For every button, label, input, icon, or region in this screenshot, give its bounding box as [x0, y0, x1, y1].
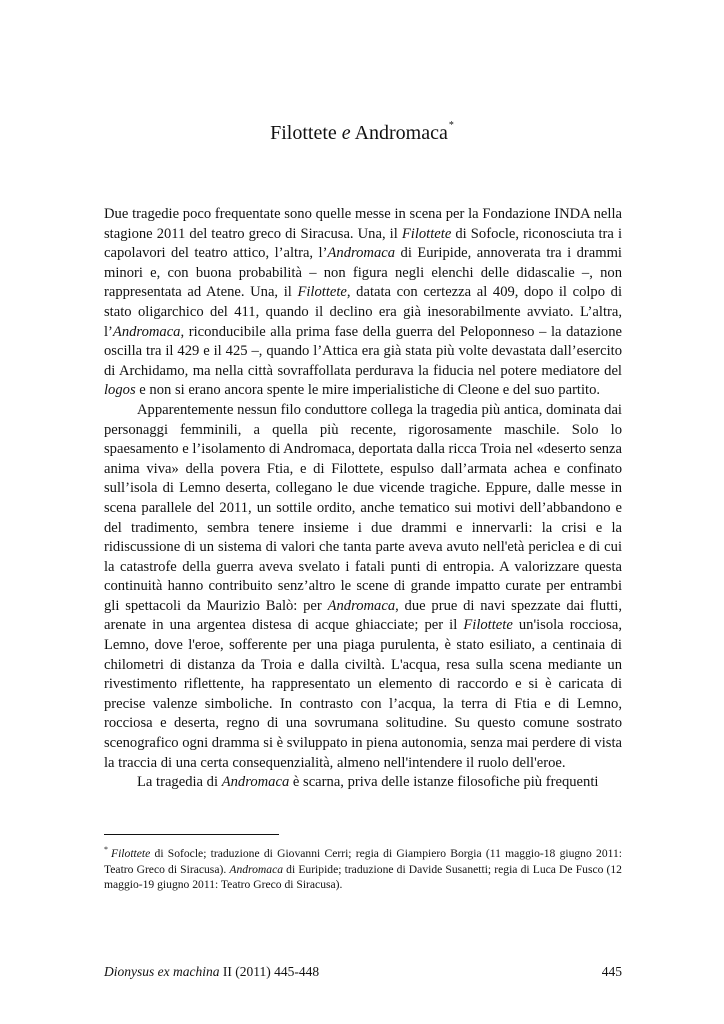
italic-text-run: Andromaca: [229, 862, 284, 876]
journal-name: Dionysus ex machina: [104, 964, 220, 979]
text-run: , datata con certezza al 409, dopo il colpo di stato oligarchico del 411, quando il declino era già inesorabilmente avviato. L’altra, l’: [104, 284, 622, 340]
article-body: [104, 205, 622, 793]
italic-text-run: Andromaca: [327, 245, 396, 262]
footer-citation: [104, 963, 319, 981]
title-footnote-mark: *: [448, 120, 454, 131]
page-footer: [104, 963, 622, 981]
italic-text-run: Andromaca: [327, 597, 396, 614]
text-run: di Sofocle; traduzione di Giovanni Cerri; regia di Giampiero Borgia (11 maggio-18 giugno 2011: Teatro Greco di Siracusa).: [104, 847, 622, 876]
text-run: La tragedia di: [137, 774, 222, 791]
text-run: è scarna, priva delle istanze filosofiche più frequenti: [289, 774, 599, 791]
paragraph-3: [104, 773, 622, 793]
text-run: di Euripide; traduzione di Davide Susanetti; regia di Luca De Fusco (12 maggio-19 giugno 2011: Teatro Greco di Siracusa).: [104, 862, 622, 891]
text-run: Due tragedie poco frequentate sono quelle messe in scena per la Fondazione INDA nella stagione 2011 del teatro greco di Siracusa. Una, il: [104, 206, 622, 242]
footnote-divider: [104, 834, 279, 835]
footnote: [104, 842, 622, 893]
text-run: , riconducibile alla prima fase della guerra del Peloponneso – la datazione oscilla tra il 429 e il 425 –, quando l’Attica era già stata più volte devastata dall’esercito di Archidamo, ma nella città sovraffollata perdurava la fiducia nel potere mediatore del: [104, 323, 622, 379]
journal-volume: II (2011) 445-448: [219, 964, 320, 979]
italic-text-run: Andromaca: [221, 774, 290, 791]
text-run: , due prue di navi spezzate dai flutti, arenate in una argentea distesa di acque ghiacciate; per il: [104, 597, 623, 634]
italic-text-run: Filottete: [111, 847, 151, 860]
paragraph-2: [104, 401, 622, 773]
text-run: un'isola rocciosa, Lemno, dove l'eroe, sofferente per una piaga purulenta, è stato esiliato, a centinaia di chilometri di distanza da Troia e dalla civiltà. L'acqua, resa sulla scena mediante un rivestimento riflettente, ha rappresentato un elemento di raccordo e si è caricata di precise valenze simboliche. In contrasto con l’acqua, la terra di Ftia e di Lemno, rocciosa e deserta, regno di una sovrumana solitudine. Su questo comune sostrato scenografico ogni dramma si è sviluppato in piena autonomia, senza mai perdere di vista la traccia di una certa consequenzialità, almeno nell'intendere il ruolo dell'eroe.: [104, 617, 622, 771]
italic-text-run: Filottete: [401, 225, 452, 242]
italic-text-run: logos: [104, 382, 136, 399]
italic-text-run: Filottete: [297, 284, 347, 301]
page-number: 445: [601, 964, 622, 979]
title-part1: Filottete: [270, 122, 337, 144]
paragraph-1: [104, 205, 622, 401]
text-run: Apparentemente nessun filo conduttore collega la tragedia più antica, dominata dai personaggi femminili, a quella più recente, rigorosamente maschile. Solo lo spaesamento e l’isolamento di Andromaca, deportata dalla ricca Troia nel «deserto senza anima viva» della povera Ftia, e di Filottete, espulso dall’armata achea e confinato sull’isola di Lemno deserta, collegano le due vicende tragiche. Eppure, dalle messe in scena parallele del 2011, un sottile ordito, anche tematico sui motivi dell’abbandono e del tradimento, sembra tenere insieme i due drammi e innervarli: la crisi e la ridiscussione di un sistema di valori che tanta parte aveva avuto nell'età periclea e di cui la catastrofe della guerra aveva svelato i fatali punti di entropia. A valorizzare questa continuità hanno contribuito senz’altro le scene di grande impatto curate per entrambi gli spettacoli da Maurizio Balò: per: [104, 401, 622, 614]
title-conjunction: e: [341, 122, 351, 144]
article-title: [0, 113, 724, 146]
italic-text-run: Andromaca: [112, 323, 181, 340]
italic-text-run: Filottete: [463, 617, 513, 634]
text-run: e non si erano ancora spente le mire imperialistiche di Cleone e del suo partito.: [135, 382, 601, 399]
text-run: di Euripide, annoverata tra i drammi minori e, con buona probabilità – non figura negli elenchi delle didascalie –, non rappresentata ad Atene. Una, il: [104, 245, 622, 301]
title-part2: Andromaca: [354, 122, 448, 144]
footnote-text: [104, 847, 622, 891]
footnote-mark: *: [104, 845, 108, 854]
text-run: di Sofocle, riconosciuta tra i capolavori del teatro attico, l’altra, l’: [104, 225, 622, 262]
